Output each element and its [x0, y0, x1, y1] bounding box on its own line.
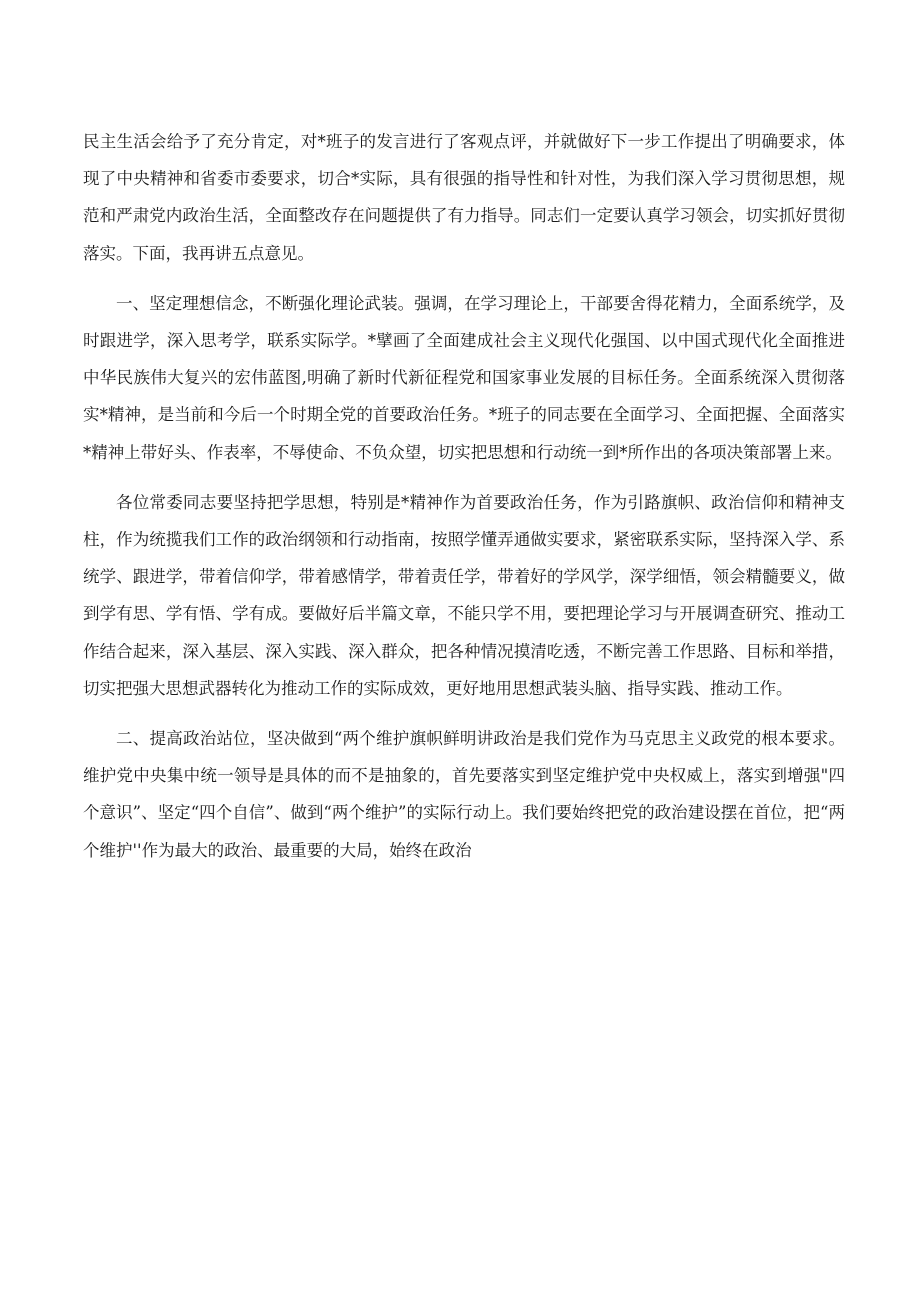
paragraph-continuation: 民主生活会给予了充分肯定，对*班子的发言进行了客观点评，并就做好下一步工作提出了明确要求，体现了中央精神和省委市委要求，切合*实际，具有很强的指导性和针对性，为我们深入学习贯彻思想，规范和严肃党内政治生活，全面整改存在问题提供了有力指导。同志们一定要认真学习领会，切实抓好贯彻落实。下面，我再讲五点意见。 — [83, 132, 845, 263]
paragraph-standing-committee: 各位常委同志要坚持把学思想，特别是*精神作为首要政治任务，作为引路旗帜、政治信仰和精神支柱，作为统揽我们工作的政治纲领和行动指南，按照学懂弄通做实要求，紧密联系实际，坚持深入学、系统学、跟进学，带着信仰学，带着感情学，带着责任学，带着好的学风学，深学细悟，领会精髓要义，做到学有思、学有悟、学有成。要做好后半篇文章，不能只学不用，要把理论学习与开展调查研究、推动工作结合起来，深入基层、深入实践、深入群众，把各种情况摸清吃透，不断完善工作思路、目标和举措，切实把强大思想武器转化为推动工作的实际成效，更好地用思想武装头脑、指导实践、推动工作。 — [83, 492, 845, 698]
document-body — [83, 123, 845, 882]
paragraph-section-two: 二、提高政治站位，坚决做到“两个维护旗帜鲜明讲政治是我们党作为马克思主义政党的根本要求。维护党中央集中统一领导是具体的而不是抽象的，首先要落实到坚定维护党中央权威上，落实到增强"四个意识”、坚定“四个自信”、做到“两个维护”的实际行动上。我们要始终把党的政治建设摆在首位，把“两个维护''作为最大的政治、最重要的大局，始终在政治 — [83, 729, 845, 860]
paragraph-section-one: 一、坚定理想信念，不断强化理论武装。强调，在学习理论上，干部要舍得花精力，全面系统学，及时跟进学，深入思考学，联系实际学。*擘画了全面建成社会主义现代化强国、以中国式现代化全面推进中华民族伟大复兴的宏伟蓝图,明确了新时代新征程党和国家事业发展的目标任务。全面系统深入贯彻落实*精神，是当前和今后一个时期全党的首要政治任务。*班子的同志要在全面学习、全面把握、全面落实*精神上带好头、作表率，不辱使命、不负众望，切实把思想和行动统一到*所作出的各项决策部署上来。 — [83, 293, 845, 462]
